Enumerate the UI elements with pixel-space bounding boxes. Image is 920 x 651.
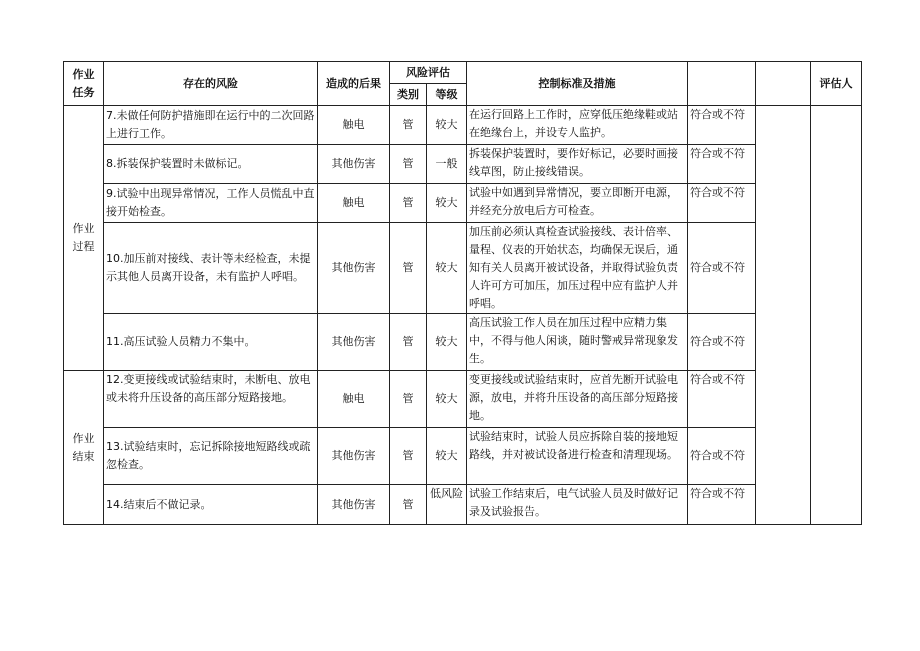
task-cell-end: 作业 结束 [64,371,104,525]
level-cell: 较大 [427,184,467,223]
risk-cell: 12.变更接线或试验结束时，未断电、放电或未将升压设备的高压部分短路接地。 [104,371,318,428]
check-cell: 符合或不符 [688,371,756,428]
risk-cell: 11.高压试验人员精力不集中。 [104,314,318,371]
category-cell: 管 [390,485,427,525]
category-cell: 管 [390,428,427,485]
consequence-cell: 其他伤害 [318,485,390,525]
risk-cell: 13.试验结束时，忘记拆除接地短路线或疏忽检查。 [104,428,318,485]
check-cell: 符合或不符 [688,145,756,184]
check-cell: 符合或不符 [688,184,756,223]
table-row [64,371,862,428]
level-cell: 较大 [427,371,467,428]
risk-cell: 7.未做任何防护措施即在运行中的二次回路上进行工作。 [104,106,318,145]
control-cell: 拆装保护装置时，要作好标记，必要时画接线草图，防止接线错误。 [467,145,688,184]
control-cell: 高压试验工作人员在加压过程中应精力集中，不得与他人闲谈，随时警戒异常现象发生。 [467,314,688,371]
risk-cell: 8.拆装保护装置时未做标记。 [104,145,318,184]
level-cell: 低风险 [427,485,467,525]
category-cell: 管 [390,371,427,428]
risk-cell: 10.加压前对接线、表计等未经检查，未提示其他人员离开设备，未有监护人呼唱。 [104,223,318,314]
table-row [64,314,862,371]
table-row [64,485,862,525]
check-cell: 符合或不符 [688,485,756,525]
level-cell: 一般 [427,145,467,184]
consequence-cell: 触电 [318,184,390,223]
header-task: 作业 任务 [64,62,104,106]
header-control: 控制标准及措施 [467,62,688,106]
header-risk: 存在的风险 [104,62,318,106]
header-level: 等级 [427,84,467,106]
check-cell: 符合或不符 [688,428,756,485]
level-cell: 较大 [427,106,467,145]
table-row [64,106,862,145]
level-cell: 较大 [427,314,467,371]
check-cell: 符合或不符 [688,106,756,145]
risk-cell: 9.试验中出现异常情况，工作人员慌乱中直接开始检查。 [104,184,318,223]
control-cell: 试验工作结束后，电气试验人员及时做好记录及试验报告。 [467,485,688,525]
check-cell: 符合或不符 [688,314,756,371]
category-cell: 管 [390,223,427,314]
consequence-cell: 其他伤害 [318,145,390,184]
header-row-1 [64,62,862,84]
task-cell-process: 作业 过程 [64,106,104,371]
header-category: 类别 [390,84,427,106]
header-check-blank [688,62,756,106]
check-cell: 符合或不符 [688,223,756,314]
header-evaluator: 评估人 [811,62,862,106]
control-cell: 变更接线或试验结束时，应首先断开试验电源，放电，并将升压设备的高压部分短路接地。 [467,371,688,428]
control-cell: 试验结束时，试验人员应拆除自装的接地短路线，并对被试设备进行检查和清理现场。 [467,428,688,485]
evaluator-cell [811,106,862,525]
level-cell: 较大 [427,428,467,485]
category-cell: 管 [390,184,427,223]
control-cell: 试验中如遇到异常情况，要立即断开电源，并经充分放电后方可检查。 [467,184,688,223]
risk-assessment-table [63,61,862,525]
category-cell: 管 [390,106,427,145]
table-row [64,428,862,485]
table-row [64,223,862,314]
consequence-cell: 其他伤害 [318,314,390,371]
header-blank [756,62,811,106]
consequence-cell: 触电 [318,106,390,145]
header-risk-eval: 风险评估 [390,62,467,84]
category-cell: 管 [390,314,427,371]
table-row [64,184,862,223]
blank-cell [756,106,811,525]
consequence-cell: 其他伤害 [318,428,390,485]
control-cell: 在运行回路上工作时，应穿低压绝缘鞋或站在绝缘台上，并设专人监护。 [467,106,688,145]
level-cell: 较大 [427,223,467,314]
risk-cell: 14.结束后不做记录。 [104,485,318,525]
table-row [64,145,862,184]
consequence-cell: 触电 [318,371,390,428]
category-cell: 管 [390,145,427,184]
header-consequence: 造成的后果 [318,62,390,106]
consequence-cell: 其他伤害 [318,223,390,314]
control-cell: 加压前必须认真检查试验接线、表计倍率、量程、仪表的开始状态，均确保无误后，通知有关人员离开被试设备，并取得试验负责人许可方可加压，加压过程中应有监护人并呼唱。 [467,223,688,314]
